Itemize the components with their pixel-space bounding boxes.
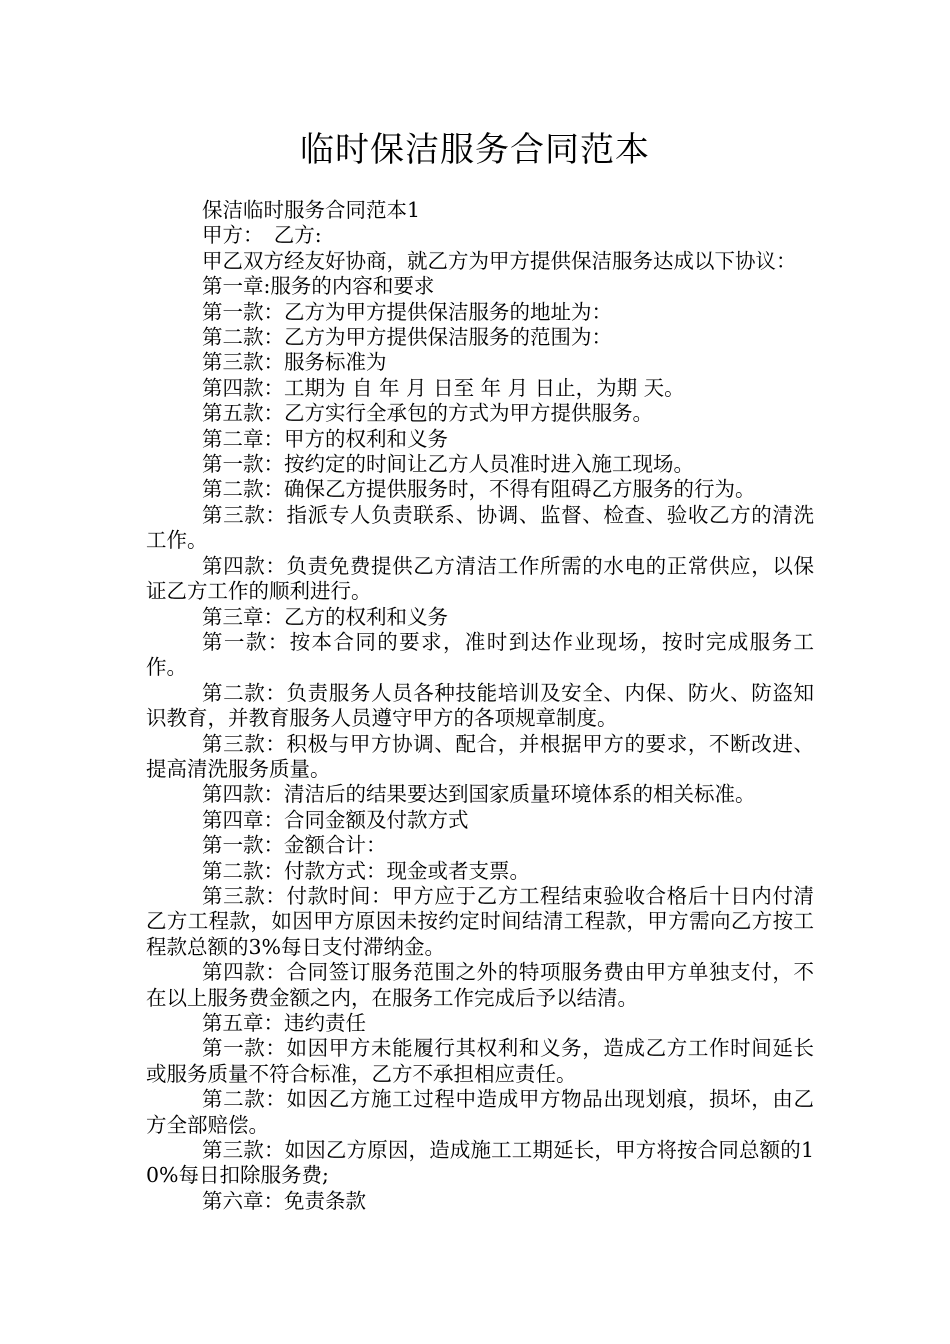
document-paragraph: 第三款：付款时间：甲方应于乙方工程结束验收合格后十日内付清乙方工程款，如因甲方原因未按约定时间结清工程款，甲方需向乙方按工程款总额的3%每日支付滞纳金。 — [146, 883, 814, 959]
document-body — [146, 198, 814, 1214]
document-paragraph: 第三款：服务标准为 — [202, 350, 387, 375]
document-paragraph: 第二章：甲方的权利和义务 — [202, 426, 448, 451]
document-paragraph: 第三章：乙方的权利和义务 — [202, 604, 448, 629]
document-paragraph: 第三款：指派专人负责联系、协调、监督、检查、验收乙方的清洗工作。 — [146, 502, 814, 553]
document-paragraph: 第一章:服务的内容和要求 — [202, 274, 435, 299]
document-paragraph: 第四款：清洁后的结果要达到国家质量环境体系的相关标准。 — [202, 782, 756, 807]
document-paragraph: 第四款：负责免费提供乙方清洁工作所需的水电的正常供应，以保证乙方工作的顺利进行。 — [146, 553, 814, 604]
document-paragraph: 第四款：合同签订服务范围之外的特项服务费由甲方单独支付，不在以上服务费金额之内，在服务工作完成后予以结清。 — [146, 960, 814, 1010]
document-paragraph: 第四款：工期为 自 年 月 日至 年 月 日止，为期 天。 — [202, 375, 685, 400]
document-paragraph: 第二款：付款方式：现金或者支票。 — [202, 858, 530, 883]
document-paragraph: 第一款：乙方为甲方提供保洁服务的地址为： — [202, 299, 612, 324]
document-paragraph: 保洁临时服务合同范本1 — [202, 198, 421, 222]
document-paragraph: 第一款：如因甲方未能履行其权利和义务，造成乙方工作时间延长或服务质量不符合标准，乙方不承担相应责任。 — [146, 1036, 814, 1086]
document-paragraph: 第三款：积极与甲方协调、配合，并根据甲方的要求，不断改进、提高清洗服务质量。 — [146, 731, 814, 781]
document-paragraph: 第二款：乙方为甲方提供保洁服务的范围为： — [202, 325, 612, 350]
document-paragraph: 第六章：免责条款 — [202, 1188, 366, 1213]
document-paragraph: 第四章：合同金额及付款方式 — [202, 807, 469, 832]
document-paragraph: 第五章：违约责任 — [202, 1011, 366, 1035]
document-title: 临时保洁服务合同范本 — [300, 130, 650, 170]
document-paragraph: 第二款：确保乙方提供服务时，不得有阻碍乙方服务的行为。 — [202, 477, 756, 502]
document-paragraph: 第二款：如因乙方施工过程中造成甲方物品出现划痕，损坏，由乙方全部赔偿。 — [146, 1087, 814, 1137]
document-paragraph: 第一款：按约定的时间让乙方人员准时进入施工现场。 — [202, 452, 694, 477]
document-paragraph: 第二款：负责服务人员各种技能培训及安全、内保、防火、防盗知识教育，并教育服务人员遵守甲方的各项规章制度。 — [146, 680, 814, 731]
document-paragraph: 第五款：乙方实行全承包的方式为甲方提供服务。 — [202, 401, 653, 426]
document-paragraph: 第一款：按本合同的要求，准时到达作业现场，按时完成服务工作。 — [146, 629, 814, 680]
document-paragraph: 第三款：如因乙方原因，造成施工工期延长，甲方将按合同总额的10%每日扣除服务费; — [146, 1138, 814, 1188]
document-paragraph: 甲乙双方经友好协商，就乙方为甲方提供保洁服务达成以下协议： — [202, 248, 797, 273]
document-paragraph: 第一款：金额合计： — [202, 833, 387, 858]
document-paragraph: 甲方： 乙方: — [202, 223, 322, 248]
